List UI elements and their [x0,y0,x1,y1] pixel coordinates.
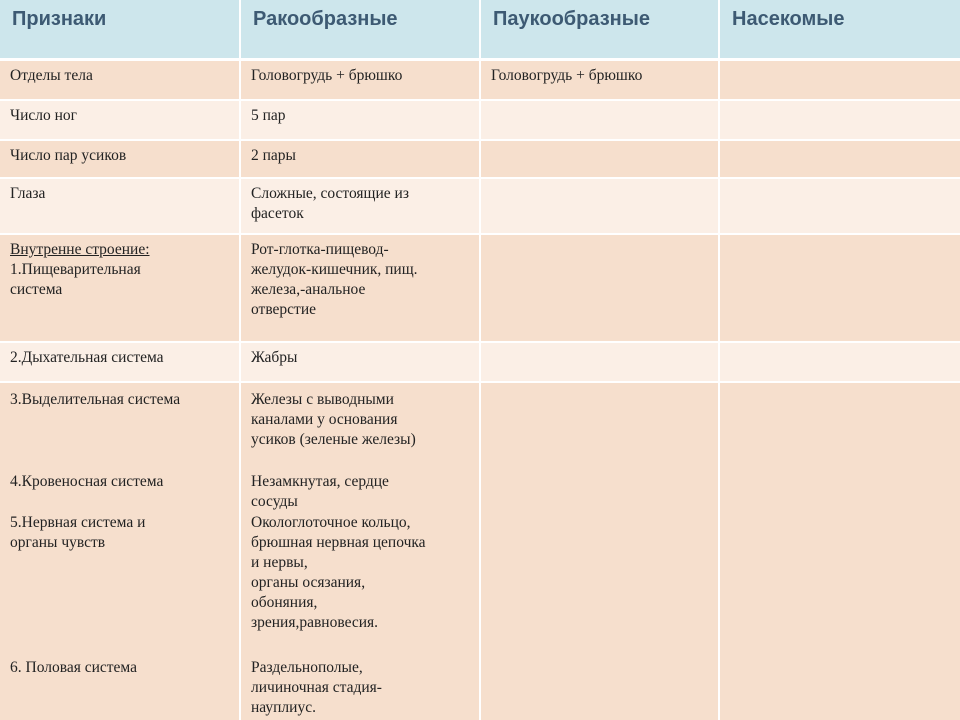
row-eyes-feature: Глаза [0,179,241,235]
row-body-sections-feature: Отделы тела [0,61,241,101]
header-arachnids: Паукообразные [481,0,720,58]
row-other-systems-arachnids [481,383,720,720]
row-digestive-insects [720,235,960,343]
internal-structure-heading: Внутренне строение: [10,241,150,258]
digestive-label: 1.Пищеварительная система [10,261,141,298]
row-antennae-arachnids [481,141,720,179]
row-legs-arachnids [481,101,720,141]
excretory-label: 3.Выделительная система [10,391,181,408]
row-digestive-crustaceans: Рот-глотка-пищевод- желудок-кишечник, пищ. железа,-анальное отверстие [241,235,481,343]
row-eyes-arachnids [481,179,720,235]
circulatory-label: 4.Кровеносная система [10,473,164,490]
row-eyes-insects [720,179,960,235]
reproductive-label: 6. Половая система [10,659,138,676]
row-respiratory-insects [720,343,960,383]
row-legs-insects [720,101,960,141]
row-other-systems-insects [720,383,960,720]
row-legs-feature: Число ног [0,101,241,141]
row-respiratory-crustaceans: Жабры [241,343,481,383]
header-crustaceans: Ракообразные [241,0,481,58]
row-eyes-crustaceans: Сложные, состоящие из фасеток [241,179,481,235]
nervous-label: 5.Нервная система и органы чувств [10,514,146,551]
header-features: Признаки [0,0,241,58]
row-antennae-insects [720,141,960,179]
row-respiratory-arachnids [481,343,720,383]
row-body-sections-insects [720,61,960,101]
row-digestive-feature [0,235,241,343]
row-body-sections-arachnids: Головогрудь + брюшко [481,61,720,101]
row-other-systems-feature [0,383,241,720]
reproductive-crustaceans: Раздельнополые, личиночная стадия- науплиус. [251,659,382,716]
row-respiratory-feature: 2.Дыхательная система [0,343,241,383]
row-body-sections-crustaceans: Головогрудь + брюшко [241,61,481,101]
row-antennae-feature: Число пар усиков [0,141,241,179]
row-digestive-arachnids [481,235,720,343]
circulatory-crustaceans: Незамкнутая, сердце сосуды [251,473,389,510]
excretory-crustaceans: Железы с выводными каналами у основания усиков (зеленые железы) [251,391,416,448]
nervous-crustaceans: Окологлоточное кольцо, брюшная нервная цепочка и нервы, органы осязания, обоняния, зрения,равновесия. [251,514,426,631]
row-other-systems-crustaceans [241,383,481,720]
row-antennae-crustaceans: 2 пары [241,141,481,179]
row-legs-crustaceans: 5 пар [241,101,481,141]
header-insects: Насекомые [720,0,960,58]
